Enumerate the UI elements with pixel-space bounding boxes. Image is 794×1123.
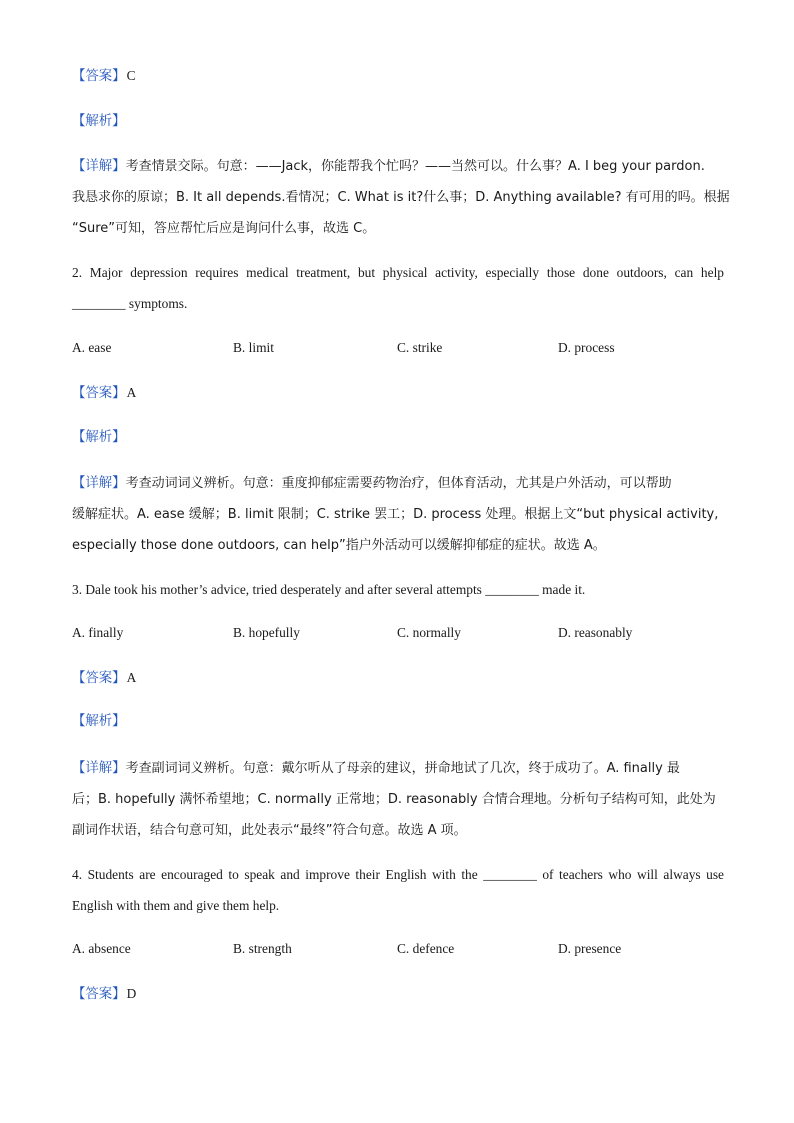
q3-analysis <box>72 709 126 734</box>
answer-label: 【答案】 <box>72 386 126 401</box>
q4-stem-line-1: 4. Students are encouraged to speak and improve their English with the ________ of teachers who will always use <box>72 867 724 882</box>
detail-label: 【详解】 <box>72 761 126 776</box>
q2-option-b: B. limit <box>233 340 274 355</box>
answer-label: 【答案】 <box>72 987 126 1002</box>
q2-option-d: D. process <box>558 340 615 355</box>
q2-detail-line-1: 【详解】考查动词词义辨析。句意：重度抑郁症需要药物治疗，但体育活动，尤其是户外活动，可以帮助 <box>72 476 672 491</box>
q1-detail-line-3: “Sure”可知，答应帮忙后应是询问什么事，故选 C。 <box>72 221 376 236</box>
q4-option-c: C. defence <box>397 941 455 956</box>
q3-option-a: A. finally <box>72 625 124 640</box>
detail-label: 【详解】 <box>72 476 126 491</box>
q3-detail-line-3: 副词作状语，结合句意可知，此处表示“最终”符合句意。故选 A 项。 <box>72 823 467 838</box>
answer-value: A <box>126 385 137 400</box>
q1-answer <box>72 64 136 89</box>
q3-option-b: B. hopefully <box>233 625 300 640</box>
q1-detail-line-2: 我恳求你的原谅；B. It all depends.看情况；C. What is it?什么事；D. Anything available? 有可用的吗。根据 <box>72 190 730 205</box>
q4-option-b: B. strength <box>233 941 292 956</box>
analysis-label: 【解析】 <box>72 430 126 445</box>
q1-detail-line-1: 【详解】考查情景交际。句意：——Jack，你能帮我个忙吗？——当然可以。什么事？A. I beg your pardon. <box>72 159 705 174</box>
q2-answer <box>72 381 136 406</box>
answer-label: 【答案】 <box>72 671 126 686</box>
q2-analysis <box>72 425 126 450</box>
q3-option-d: D. reasonably <box>558 625 633 640</box>
q4-option-a: A. absence <box>72 941 131 956</box>
detail-label: 【详解】 <box>72 159 126 174</box>
q1-analysis <box>72 109 126 134</box>
q3-detail-line-1: 【详解】考查副词词义辨析。句意：戴尔听从了母亲的建议，拼命地试了几次，终于成功了。A. finally 最 <box>72 761 680 776</box>
answer-label: 【答案】 <box>72 69 126 84</box>
analysis-label: 【解析】 <box>72 114 126 129</box>
answer-value: A <box>126 670 137 685</box>
q2-detail-line-2: 缓解症状。A. ease 缓解；B. limit 限制；C. strike 罢工；D. process 处理。根据上文“but physical activity, <box>72 507 719 522</box>
q2-option-a: A. ease <box>72 340 112 355</box>
q3-stem-line-1: 3. Dale took his mother’s advice, tried desperately and after several attempts ________ made it. <box>72 582 586 597</box>
q4-option-d: D. presence <box>558 941 622 956</box>
q4-answer <box>72 982 136 1007</box>
answer-value: D <box>126 986 137 1001</box>
q4-stem-line-2: English with them and give them help. <box>72 898 280 913</box>
q2-detail-line-3: especially those done outdoors, can help”指户外活动可以缓解抑郁症的症状。故选 A。 <box>72 538 606 553</box>
answer-value: C <box>126 68 136 83</box>
q2-stem-line-1: 2. Major depression requires medical treatment, but physical activity, especially those done outdoors, can help <box>72 265 724 280</box>
q2-stem-line-2: ________ symptoms. <box>72 296 188 311</box>
q3-answer <box>72 666 136 691</box>
analysis-label: 【解析】 <box>72 714 126 729</box>
q3-detail-line-2: 后；B. hopefully 满怀希望地；C. normally 正常地；D. reasonably 合情合理地。分析句子结构可知，此处为 <box>72 792 716 807</box>
q2-option-c: C. strike <box>397 340 443 355</box>
q3-option-c: C. normally <box>397 625 461 640</box>
